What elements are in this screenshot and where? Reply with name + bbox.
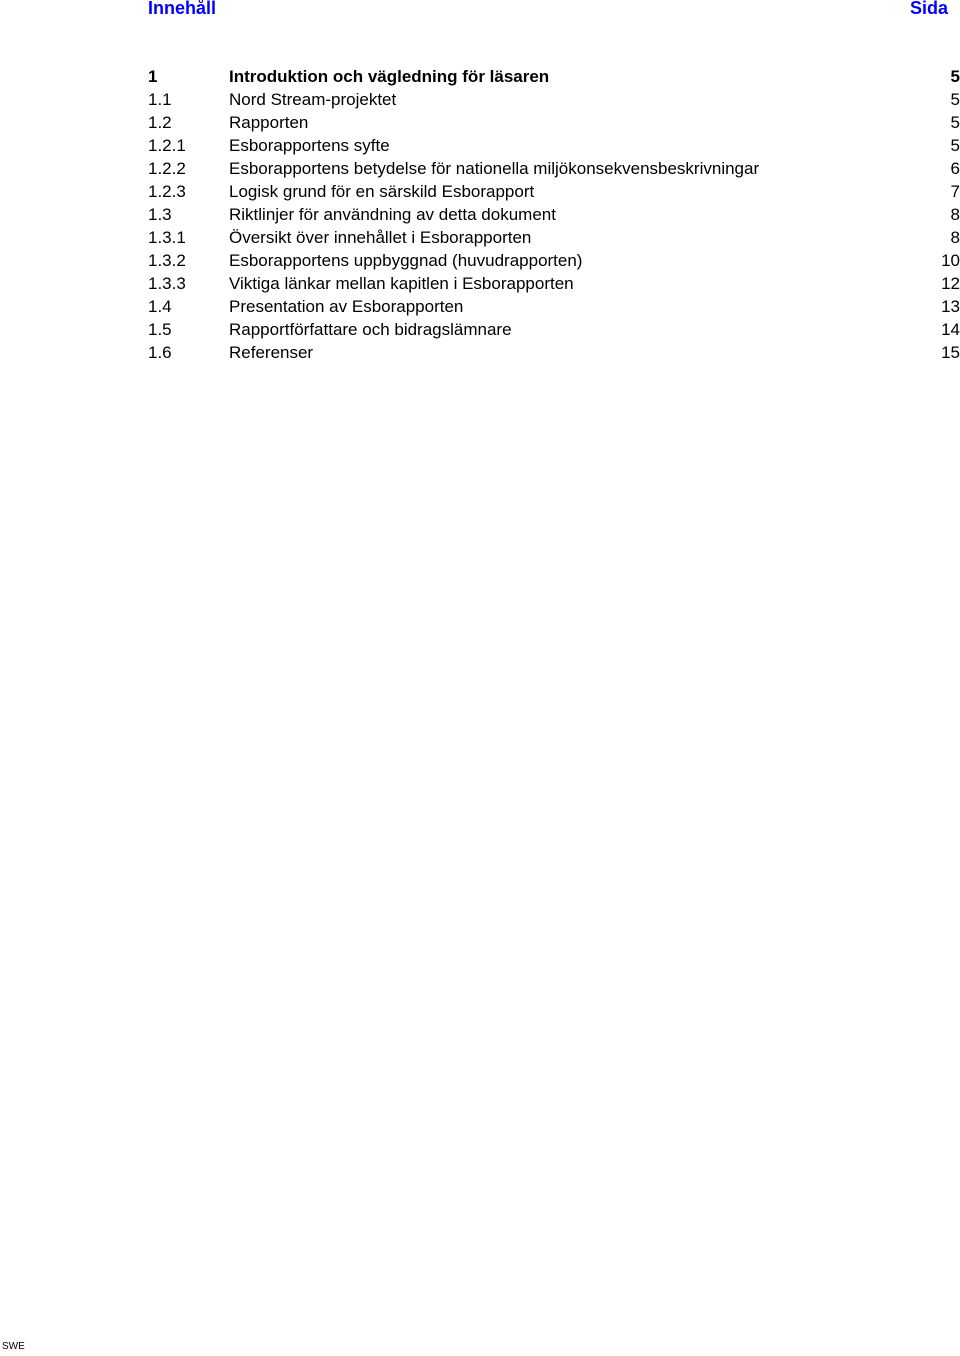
toc-entry-number: 1.3.2 [148, 251, 186, 270]
toc-entry-page: 5 [950, 90, 960, 109]
toc-entry-title: Riktlinjer för användning av detta dokument [229, 205, 556, 224]
toc-entry-page: 5 [950, 67, 960, 86]
toc-entry-page: 12 [941, 274, 960, 293]
toc-entry-number: 1.5 [148, 320, 172, 339]
toc-entry[interactable] [0, 227, 960, 250]
toc-entry-number: 1.3 [148, 205, 172, 224]
toc-entry-title: Logisk grund för en särskild Esborapport [229, 182, 535, 201]
toc-entry-title: Viktiga länkar mellan kapitlen i Esborapporten [229, 274, 574, 293]
toc-entry[interactable] [0, 250, 960, 273]
toc-entry-number: 1 [148, 67, 158, 86]
toc-entry-page: 10 [941, 251, 960, 270]
toc-entry-title: Presentation av Esborapporten [229, 297, 464, 316]
toc-entry-number: 1.2 [148, 113, 172, 132]
toc-entry[interactable] [0, 319, 960, 342]
toc-entry-page: 8 [950, 228, 960, 247]
toc-entry[interactable] [0, 135, 960, 158]
toc-entry-title: Esborapportens uppbyggnad (huvudrapporten) [229, 251, 583, 270]
toc-entry-title: Nord Stream-projektet [229, 90, 397, 109]
toc-entry-title: Esborapportens syfte [229, 136, 390, 155]
toc-entry-page: 5 [950, 113, 960, 132]
toc-entry[interactable] [0, 158, 960, 181]
toc-entry-number: 1.3.1 [148, 228, 186, 247]
toc-entry-number: 1.2.3 [148, 182, 186, 201]
toc-entry-number: 1.3.3 [148, 274, 186, 293]
toc-entry-number: 1.2.2 [148, 159, 186, 178]
toc-entry-title: Rapportförfattare och bidragslämnare [229, 320, 512, 339]
toc-entry-page: 15 [941, 343, 960, 362]
toc-entry-title: Referenser [229, 343, 314, 362]
toc-entry-number: 1.6 [148, 343, 172, 362]
page-column-label: Sida [909, 0, 948, 18]
language-code: SWE [2, 1341, 25, 1352]
toc-entry-page: 14 [941, 320, 960, 339]
toc-entry-page: 13 [941, 297, 960, 316]
toc-entry[interactable] [0, 273, 960, 296]
toc-entry[interactable] [0, 296, 960, 319]
toc-header [0, 0, 960, 22]
toc-entry-title: Rapporten [229, 113, 309, 132]
table-of-contents [0, 66, 960, 365]
toc-entry-page: 5 [950, 136, 960, 155]
toc-entry-page: 6 [950, 159, 960, 178]
toc-entry[interactable] [0, 204, 960, 227]
toc-entry[interactable] [0, 342, 960, 365]
toc-entry-number: 1.4 [148, 297, 172, 316]
toc-entry[interactable] [0, 181, 960, 204]
toc-entry[interactable] [0, 112, 960, 135]
toc-heading: Innehåll [148, 0, 217, 18]
toc-entry-number: 1.2.1 [148, 136, 186, 155]
toc-entry-title: Esborapportens betydelse för nationella miljökonsekvensbeskrivningar [229, 159, 760, 178]
toc-entry-title: Introduktion och vägledning för läsaren [229, 67, 550, 86]
toc-entry[interactable] [0, 89, 960, 112]
toc-entry-title: Översikt över innehållet i Esborapporten [229, 228, 532, 247]
toc-entry[interactable] [0, 66, 960, 89]
toc-entry-page: 7 [950, 182, 960, 201]
toc-entry-number: 1.1 [148, 90, 172, 109]
toc-entry-page: 8 [950, 205, 960, 224]
